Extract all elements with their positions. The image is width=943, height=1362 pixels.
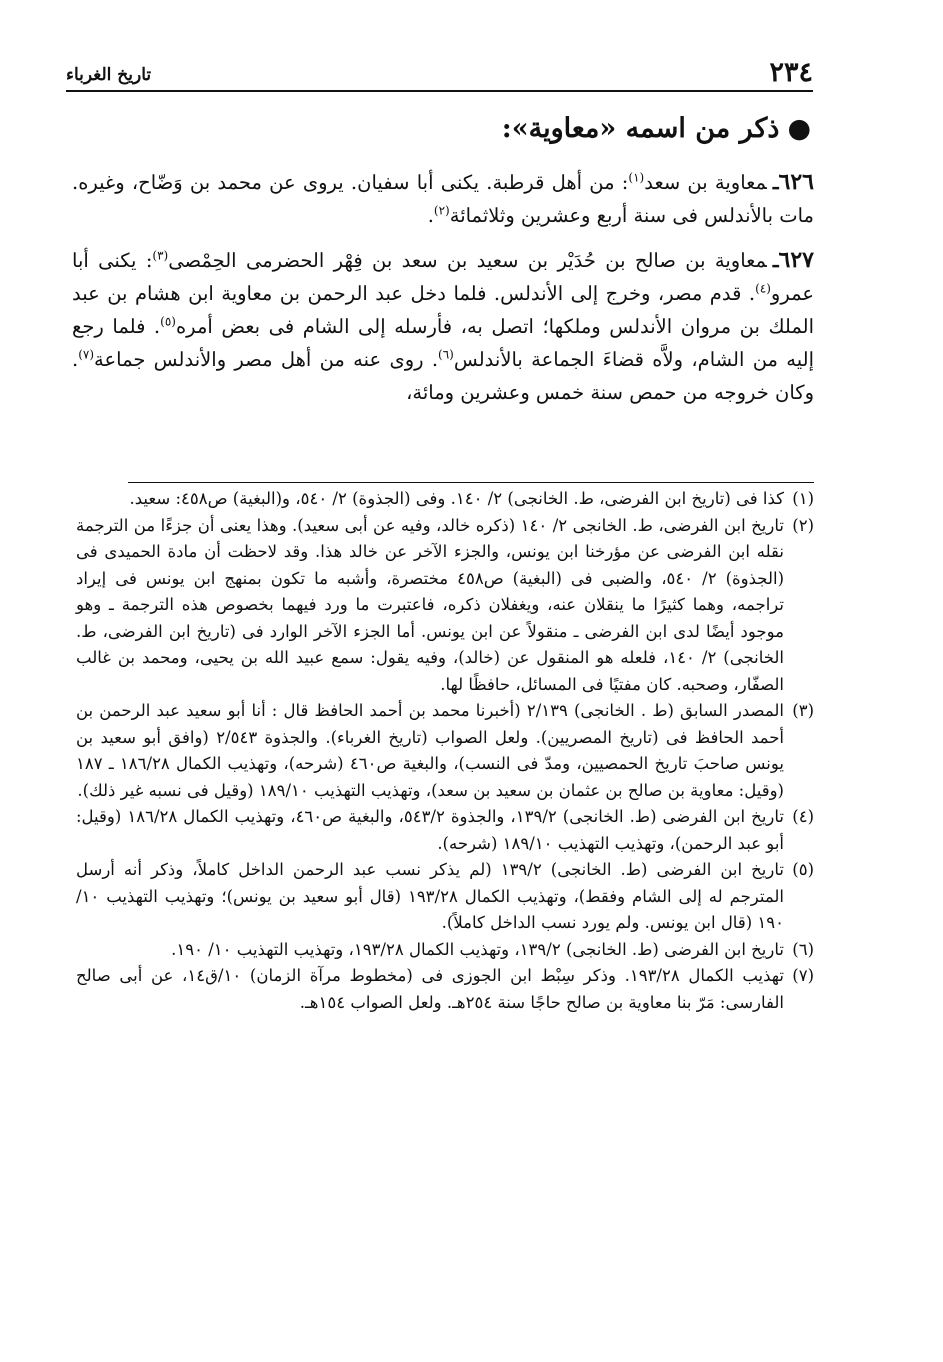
section-heading (111, 106, 811, 152)
footnote-mark: (٣) (792, 701, 814, 720)
bullet-icon: ● (787, 113, 811, 144)
footnote-ref[interactable]: (٧) (78, 347, 95, 362)
footnote-2 (76, 513, 814, 699)
entry-number: ٦٢٧ (778, 247, 814, 273)
footnote-ref[interactable]: (٥) (160, 314, 176, 329)
entry-text: : يكنى أبا عمرو (72, 249, 814, 305)
footnote-text: تاريخ ابن الفرضى (ط. الخانجى) ١٣٩/٢، وتهذيب الكمال ١٩٣/٢٨، وتهذيب التهذيب ١٠/ ١٩٠. (171, 939, 784, 959)
footnotes-section (76, 486, 814, 1016)
main-text (72, 166, 814, 421)
footnote-6 (76, 937, 814, 964)
entry-number: ٦٢٦ (778, 169, 814, 195)
footnote-mark: (٥) (792, 860, 814, 879)
biography-entry-626 (72, 166, 814, 232)
entry-text: . (427, 204, 434, 227)
footnote-mark: (٢) (792, 515, 814, 535)
entry-text: . وكان خروجه من حمص سنة خمس وعشرين ومائة، (72, 348, 814, 404)
footnote-ref[interactable]: (٦) (438, 347, 454, 362)
entry-dash: ـ (772, 249, 779, 272)
page-number: ٢٣٤ (769, 57, 813, 88)
biography-entry-627 (72, 244, 814, 409)
entry-text: . قدم مصر، وخرج إلى الأندلس. فلما دخل عبد الرحمن بن معاوية ابن هشام بن عبد الملك بن مروان الأندلس وملكها؛ اتصل به، فأرسله إلى الشام فى بعض أمره (72, 282, 815, 338)
footnote-mark: (٦) (792, 939, 814, 959)
page-header (66, 57, 813, 92)
footnote-text: تاريخ ابن الفرضى (ط. الخانجى) ١٣٩/٢ (لم يذكر نسب عبد الرحمن الداخل كاملاً، وذكر أنه أرسل المترجم له إلى الشام وفقط)، وتهذيب الكمال ١٩٣/٢٨ (قال أبو سعيد بن يونس)؛ وتهذيب التهذيب ١٠/ ١٩٠ (قال ابن يونس. ولم يورد نسب الداخل كاملاً). (76, 860, 784, 932)
entry-text: : من أهل قرطبة. يكنى أبا سفيان. يروى عن محمد بن وَضّاح، وغيره. مات بالأندلس فى سنة أربع وعشرين وثلاثمائة (72, 171, 814, 227)
footnote-5 (76, 857, 814, 937)
footnote-mark: (٤) (792, 807, 814, 826)
footnote-text: تاريخ ابن الفرضى، ط. الخانجى ٢/ ١٤٠ (ذكره خالد، وفيه عن أبى سعيد). وهذا يعنى أن جزءًا من الترجمة نقله ابن الفرضى عن مؤرخنا ابن يونس، والجزء الآخر عن خالد هذا. وقد لاحظت أن مادة الحميدى فى (الجذوة) ٢/ ٥٤٠، والضبى فى (البغية) ص٤٥٨ مختصرة، وأشبه ما تكون بمنهج ابن يونس فى إيراد تراجمه، وهما كثيرًا ما ينقلان عنه، ويغفلان ذكره، فاعتبرت ما ورد فيهما بخصوص هذه الترجمة ـ وهو موجود أيضًا لدى ابن الفرضى ـ منقولاً عن ابن يونس. أما الجزء الآخر الوارد فى (تاريخ ابن الفرضى، ط. الخانجى) ٢/ ١٤٠، فلعله هو المنقول عن (خالد)، وفيه يقول: سمع عبيد الله بن يحيى، ومحمد بن غالب الصفّار، وصحبه. كان مفتيًا فى المسائل، حافظًا لها. (76, 515, 785, 694)
footnote-3 (76, 698, 814, 804)
footnote-7 (76, 963, 814, 1016)
footnote-ref[interactable]: (٣) (152, 248, 169, 263)
footnote-1 (76, 486, 814, 513)
entry-name: معاوية بن صالح بن حُدَيْر بن سعيد بن سعد بن فِهْر الحضرمى الحِمْصى (168, 249, 767, 272)
entry-text: . روى عنه من أهل مصر والأندلس جماعة (94, 348, 439, 371)
footnote-text: كذا فى (تاريخ ابن الفرضى، ط. الخانجى) ٢/ ١٤٠. وفى (الجذوة) ٢/ ٥٤٠، و(البغية) ص٤٥٨: سعيد. (129, 489, 784, 508)
entry-text: . فلما رجع إليه من الشام، ولاَّه قضاءَ الجماعة بالأندلس (72, 315, 814, 371)
footnote-mark: (٧) (792, 966, 814, 985)
footnote-ref[interactable]: (٤) (755, 281, 771, 296)
footnote-ref[interactable]: (١) (628, 170, 645, 185)
entry-name: معاوية بن سعد (644, 171, 767, 194)
footnote-divider (128, 482, 814, 483)
footnote-ref[interactable]: (٢) (433, 203, 450, 218)
footnote-text: تاريخ ابن الفرضى (ط. الخانجى) ١٣٩/٢، والجذوة ٥٤٣/٢، والبغية ص٤٦٠، وتهذيب الكمال ١٨٦/٢٨ (وقيل: أبو عبد الرحمن)، وتهذيب التهذيب ١٨٩/١٠ (شرحه). (76, 807, 784, 853)
section-heading-text: ذكر من اسمه «معاوية»: (501, 113, 780, 144)
footnote-text: تهذيب الكمال ١٩٣/٢٨. وذكر سِبْط ابن الجوزى فى (مخطوط مرآة الزمان) ١٠/ق١٤، عن أبى صالح الفارسى: مَرّ بنا معاوية بن صالح حاجًا سنة ٢٥٤هـ. ولعل الصواب ١٥٤هـ. (76, 966, 784, 1012)
entry-dash: ـ (772, 171, 779, 194)
footnote-text: المصدر السابق (ط . الخانجى) ٢/١٣٩ (أخبرنا محمد بن أحمد الحافظ قال : أنا أبو سعيد عبد الرحمن بن أحمد الحافظ فى (تاريخ المصريين). ولعل الصواب (تاريخ الغرباء). والجذوة ٢/٥٤٣ (وافق أبو سعيد بن يونس صاحبَ تاريخ الحمصيين، ومدّ فى النسب)، والبغية ص٤٦٠ (شرحه)، وتهذيب الكمال ١٨٦/٢٨ ـ ١٨٧ (وقيل: معاوية بن صالح بن عثمان بن سعيد بن سعد)، وتهذيب التهذيب ١٨٩/١٠ (وقيل فى نسبه غير ذلك). (76, 701, 785, 800)
footnote-mark: (١) (792, 489, 814, 508)
running-title: تاريخ الغرباء (66, 65, 152, 85)
footnote-4 (76, 804, 814, 857)
